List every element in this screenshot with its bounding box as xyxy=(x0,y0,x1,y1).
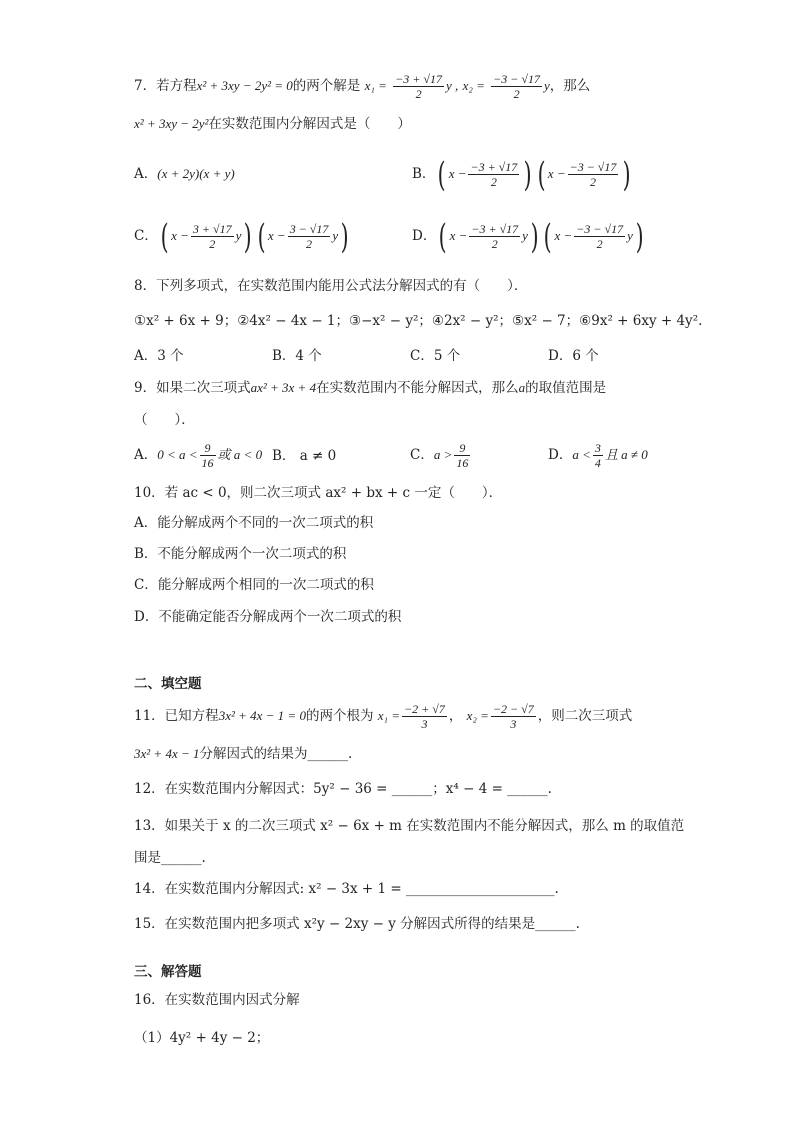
q7-option-c-frac2 xyxy=(288,222,331,251)
q7-option-b-frac2 xyxy=(568,160,619,189)
q7-x1-lhs: x₁ = xyxy=(364,78,387,93)
q11-answer-text[interactable]: 分解因式的结果为______. xyxy=(199,746,353,762)
q10-option-d[interactable]: D．不能确定能否分解成两个一次二项式的积 xyxy=(134,609,402,625)
q7-option-d-num2: −3 − √17 xyxy=(576,222,624,236)
q11-x1-lhs: x₁ = xyxy=(377,708,401,723)
q8-option-a[interactable]: A．3 个 xyxy=(134,348,184,364)
q16-stem: 16．在实数范围内因式分解 xyxy=(134,992,300,1008)
q11-x1-den: 3 xyxy=(421,717,428,731)
q11-equation: 3x² + 4x − 1 = 0 xyxy=(218,708,306,723)
q9-stem-prefix: 9．如果二次三项式 xyxy=(134,380,251,396)
q11-mid: 的两个根为 xyxy=(305,708,374,724)
q7-x1-fraction xyxy=(393,72,444,101)
q7-option-c-num2: 3 − √17 xyxy=(289,222,329,236)
q7-option-c-frac1 xyxy=(191,222,234,251)
q11-prefix: 11．已知方程 xyxy=(134,708,219,724)
q7-line2-text: 在实数范围内分解因式是（ ） xyxy=(208,116,411,132)
q7-option-c-x2: x − xyxy=(267,228,286,243)
q7-stem-prefix: 7．若方程 xyxy=(134,78,197,94)
q9-option-c-num: 9 xyxy=(454,441,470,456)
q7-option-a-expr: (x + 2y)(x + y) xyxy=(157,166,235,181)
q7-stem xyxy=(134,72,590,101)
q9-option-a-pre: 0 < a < xyxy=(157,447,198,462)
q9-stem-suffix: 的取值范围是 xyxy=(525,380,607,396)
q7-x2-den: 2 xyxy=(513,87,520,101)
q7-line2-expr: x² + 3xy − 2y² xyxy=(134,116,209,131)
q9-option-c[interactable] xyxy=(410,436,472,474)
q7-stem-suffix: ，那么 xyxy=(549,78,591,94)
q7-option-a-label: A． xyxy=(134,166,158,182)
q8-stem: 8．下列多项式，在实数范围内能用公式法分解因式的有（ ）． xyxy=(134,278,528,294)
q11-x2-lhs: x₂ = xyxy=(466,708,489,723)
q7-option-b-label: B． xyxy=(412,166,436,182)
q7-x1-tail: y , xyxy=(445,78,459,93)
q11-x1-num: −2 + √7 xyxy=(404,702,445,716)
q7-option-d-den2: 2 xyxy=(596,237,603,251)
q9-stem xyxy=(134,378,606,398)
q11-comma: ， xyxy=(448,708,463,724)
q7-x2-lhs: x₂ = xyxy=(462,78,485,93)
q16-part1: （1）4y² + 4y − 2； xyxy=(134,1030,270,1046)
q11-suffix: ，则二次三项式 xyxy=(537,708,633,724)
q7-option-c-y1: y xyxy=(235,228,242,243)
q9-option-d-post: 且 a ≠ 0 xyxy=(604,447,648,462)
q10-option-c[interactable]: C．能分解成两个相同的一次二项式的积 xyxy=(134,577,374,593)
q7-option-c-x1: x − xyxy=(171,228,189,243)
q7-option-c-y2: y xyxy=(332,228,339,243)
q8-option-b[interactable]: B．4 个 xyxy=(272,348,322,364)
q7-line2 xyxy=(134,114,411,134)
q13-line2[interactable]: 围是______. xyxy=(134,850,206,866)
q11-x2-num: −2 − √7 xyxy=(492,702,534,716)
q7-option-d-y2: y xyxy=(627,228,633,243)
q7-option-d-y1: y xyxy=(522,228,528,243)
q7-option-c-den2: 2 xyxy=(306,237,313,251)
q9-option-d-pre: a < xyxy=(572,447,591,462)
q10-stem: 10．若 ac < 0，则二次三项式 ax² + bx + c 一定（ ）． xyxy=(134,485,503,501)
q7-x1-den: 2 xyxy=(415,87,422,101)
q11-x2-frac xyxy=(491,702,536,731)
q9-option-c-label: C． xyxy=(410,447,434,463)
q9-option-c-frac xyxy=(454,441,470,470)
q9-option-a-label: A． xyxy=(134,447,158,463)
q9-paren: （ ）． xyxy=(134,412,195,428)
q9-option-d-frac xyxy=(593,441,603,470)
q7-option-b-den2: 2 xyxy=(589,175,596,189)
q9-option-a-post: 或 a < 0 xyxy=(217,447,263,462)
q7-option-b-num2: −3 − √17 xyxy=(569,160,617,174)
q8-option-d[interactable]: D．6 个 xyxy=(548,348,599,364)
q7-x1-num: −3 + √17 xyxy=(395,72,442,86)
q7-option-b-x1: x − xyxy=(448,166,467,181)
q9-option-a[interactable] xyxy=(134,436,262,474)
q7-option-d-x1: x − xyxy=(449,228,468,243)
q8-items: ①x² + 6x + 9；②4x² − 4x − 1；③−x² − y²；④2x² − y²；⑤x² − 7；⑥9x² + 6xy + 4y². xyxy=(134,313,703,329)
section-fill-in-heading: 二、填空题 xyxy=(134,676,202,692)
q9-stem-mid: 在实数范围内不能分解因式，那么 xyxy=(316,380,519,396)
q9-option-c-den: 16 xyxy=(456,456,469,470)
q9-option-d-label: D． xyxy=(548,447,573,463)
q7-option-d[interactable]: D．( x − $\frac{-3 + √17}{2}$ y) ( x − $\frac{-3 - √17}{2}$ y) xyxy=(412,216,644,257)
q7-option-a[interactable] xyxy=(134,164,235,184)
q7-option-b-num1: −3 + √17 xyxy=(470,160,518,174)
q7-option-b-x2: x − xyxy=(547,166,566,181)
q7-option-d-den1: 2 xyxy=(491,237,498,251)
q9-option-c-pre: a > xyxy=(433,447,453,462)
q9-option-d[interactable] xyxy=(548,436,648,474)
q7-option-b[interactable]: B．( x − $\frac{-3 + √17}{2}$ ) ( x − $\frac{-3 - √17}{2}$ ) xyxy=(412,154,631,195)
q10-option-a[interactable]: A．能分解成两个不同的一次二项式的积 xyxy=(134,515,374,531)
q7-option-d-frac1 xyxy=(469,222,520,251)
section-answer-heading: 三、解答题 xyxy=(134,964,202,980)
q7-equation: x² + 3xy − 2y² = 0 xyxy=(196,78,293,93)
q13-line1: 13．如果关于 x 的二次三项式 x² − 6x + m 在实数范围内不能分解因式，那么 m 的取值范 xyxy=(134,818,685,834)
q7-option-b-den1: 2 xyxy=(490,175,497,189)
q9-option-b[interactable]: B． a ≠ 0 xyxy=(272,448,337,464)
q9-option-d-den: 4 xyxy=(594,456,601,470)
q7-option-b-frac1 xyxy=(468,160,519,189)
q9-option-d-num: 3 xyxy=(594,441,601,455)
q9-option-a-frac xyxy=(200,441,216,470)
q7-option-d-label: D． xyxy=(412,228,437,244)
q7-x2-fraction xyxy=(491,72,542,101)
q11-line2 xyxy=(134,744,352,764)
q7-x2-num: −3 − √17 xyxy=(493,72,540,86)
q11-stem xyxy=(134,696,632,736)
q14[interactable]: 14．在实数范围内分解因式: x² − 3x + 1 = ______________________. xyxy=(134,881,559,897)
q7-option-c-den1: 2 xyxy=(209,237,216,251)
q11-line2-expr: 3x² + 4x − 1 xyxy=(134,746,200,761)
q7-option-c-label: C． xyxy=(134,228,158,244)
q8-option-c[interactable]: C．5 个 xyxy=(410,348,461,364)
q7-option-c[interactable]: C．( x − $\frac{3 + √17}{2}$ y) ( x − $\frac{3 - √17}{2}$ y) xyxy=(134,216,349,257)
q9-stem-expr: ax² + 3x + 4 xyxy=(250,380,317,395)
q7-option-c-num1: 3 + √17 xyxy=(192,222,232,236)
q12[interactable]: 12．在实数范围内分解因式：5y² − 36 = ______；x⁴ − 4 = ______. xyxy=(134,781,552,797)
q9-stem-var: a xyxy=(518,380,526,395)
q7-stem-middle: 的两个解是 xyxy=(292,78,361,94)
q10-option-b[interactable]: B．不能分解成两个一次二项式的积 xyxy=(134,546,347,562)
q7-x2-tail: y xyxy=(543,78,550,93)
q9-option-a-num: 9 xyxy=(200,441,216,456)
q9-option-a-den: 16 xyxy=(201,456,214,470)
q15[interactable]: 15．在实数范围内把多项式 x²y − 2xy − y 分解因式所得的结果是______. xyxy=(134,916,580,932)
q7-option-d-num1: −3 + √17 xyxy=(471,222,519,236)
q7-option-d-frac2 xyxy=(574,222,625,251)
q11-x2-den: 3 xyxy=(510,717,517,731)
q11-x1-frac xyxy=(402,702,447,731)
q7-option-d-x2: x − xyxy=(554,228,573,243)
